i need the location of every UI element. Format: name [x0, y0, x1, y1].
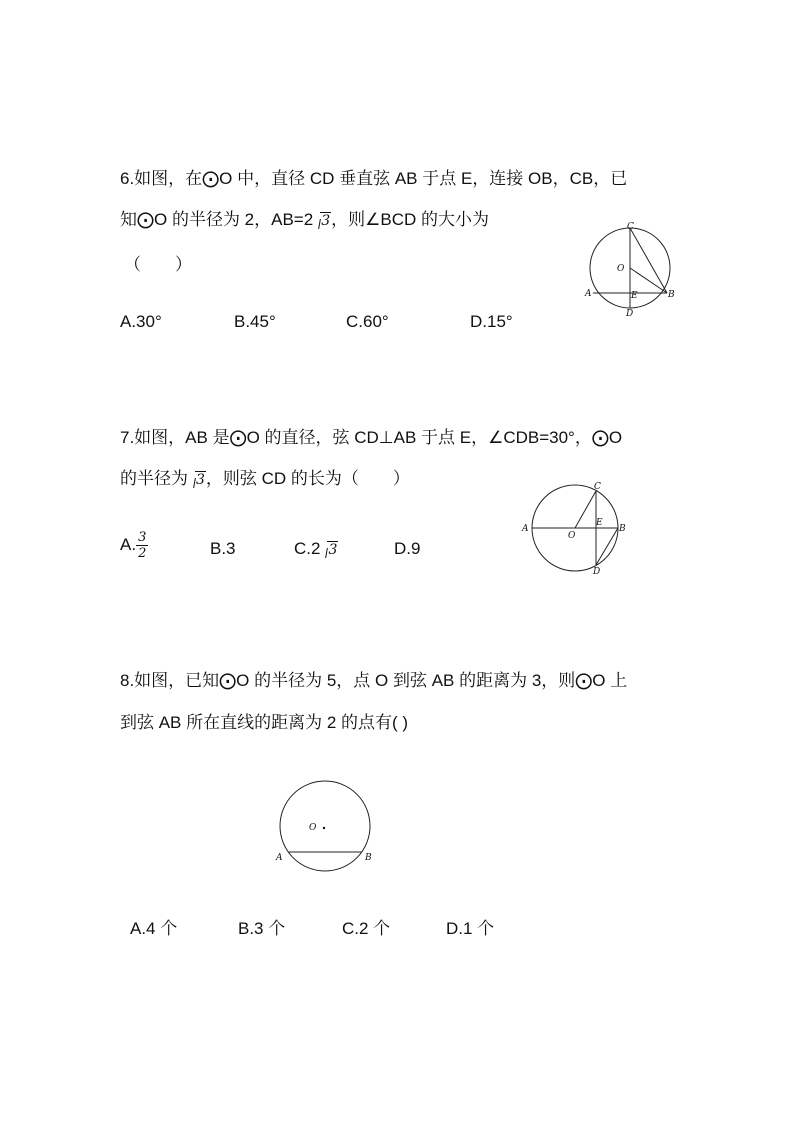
q7-stem-line2-b: ，则弦 CD 的长为（ ） — [205, 469, 410, 488]
q6-option-d: D.15° — [470, 312, 513, 331]
q6-label-b: B — [668, 290, 675, 300]
q7-option-b: B.3 — [210, 539, 236, 558]
q7-label-b: B — [619, 524, 626, 534]
q7-label-a: A — [522, 524, 529, 534]
q6-circle-diagram — [580, 220, 680, 320]
q7-label-c: C — [594, 482, 601, 492]
q8-option-a: A.4 个 — [130, 919, 178, 938]
q6-label-a: A — [585, 289, 592, 299]
q7-label-d: D — [593, 567, 601, 577]
sqrt-symbol: 3 — [188, 469, 206, 491]
q8-option-d: D.1 个 — [446, 919, 495, 938]
q6-stem-line2-b: ，则∠BCD 的大小为 — [331, 210, 489, 229]
q7-label-o: O — [568, 531, 576, 541]
q8-label-b: B — [365, 853, 372, 863]
sqrt-symbol: 3 — [313, 210, 331, 232]
q8-label-o: O — [309, 823, 317, 833]
q6-option-c: C.60° — [346, 312, 389, 331]
q7-stem-line2 — [120, 468, 410, 491]
q6-answer-blank: （ ） — [124, 255, 192, 274]
fraction: $\frac{3}{2}$ — [138, 530, 147, 561]
q7-circle-diagram — [515, 478, 635, 578]
q7-option-d: D.9 — [394, 539, 421, 558]
sqrt-symbol: 3 — [320, 539, 338, 561]
q6-stem-line2 — [120, 209, 489, 232]
q7-label-e: E — [596, 518, 603, 528]
q7-stem-line1: 7.如图，AB 是⨀O 的直径，弦 CD⊥AB 于点 E，∠CDB=30°，⨀O — [120, 428, 623, 447]
q8-option-b: B.3 个 — [238, 919, 286, 938]
q6-stem-line1: 6.如图，在⨀O 中，直径 CD 垂直弦 AB 于点 E，连接 OB，CB，已 — [120, 169, 628, 188]
q7-option-a: A. $\frac{3}{2}$ — [120, 530, 147, 561]
q7-option-c: C.2 3 — [294, 538, 338, 561]
q6-label-e: E — [631, 291, 638, 301]
q6-stem-line2-a: 知⨀O 的半径为 2，AB=2 — [120, 210, 314, 229]
q8-option-c: C.2 个 — [342, 919, 391, 938]
q6-label-c: C — [627, 222, 634, 232]
q6-label-o: O — [617, 264, 625, 274]
q6-label-d: D — [626, 309, 634, 319]
q6-option-a: A.30° — [120, 312, 162, 331]
q8-stem-line1: 8.如图，已知⨀O 的半径为 5，点 O 到弦 AB 的距离为 3，则⨀O 上 — [120, 671, 628, 690]
q6-option-b: B.45° — [234, 312, 276, 331]
q8-stem-line2: 到弦 AB 所在直线的距离为 2 的点有( ) — [120, 713, 409, 732]
q7-stem-line2-a: 的半径为 — [120, 469, 188, 488]
q8-label-a: A — [276, 853, 283, 863]
q8-circle-diagram — [272, 776, 382, 876]
